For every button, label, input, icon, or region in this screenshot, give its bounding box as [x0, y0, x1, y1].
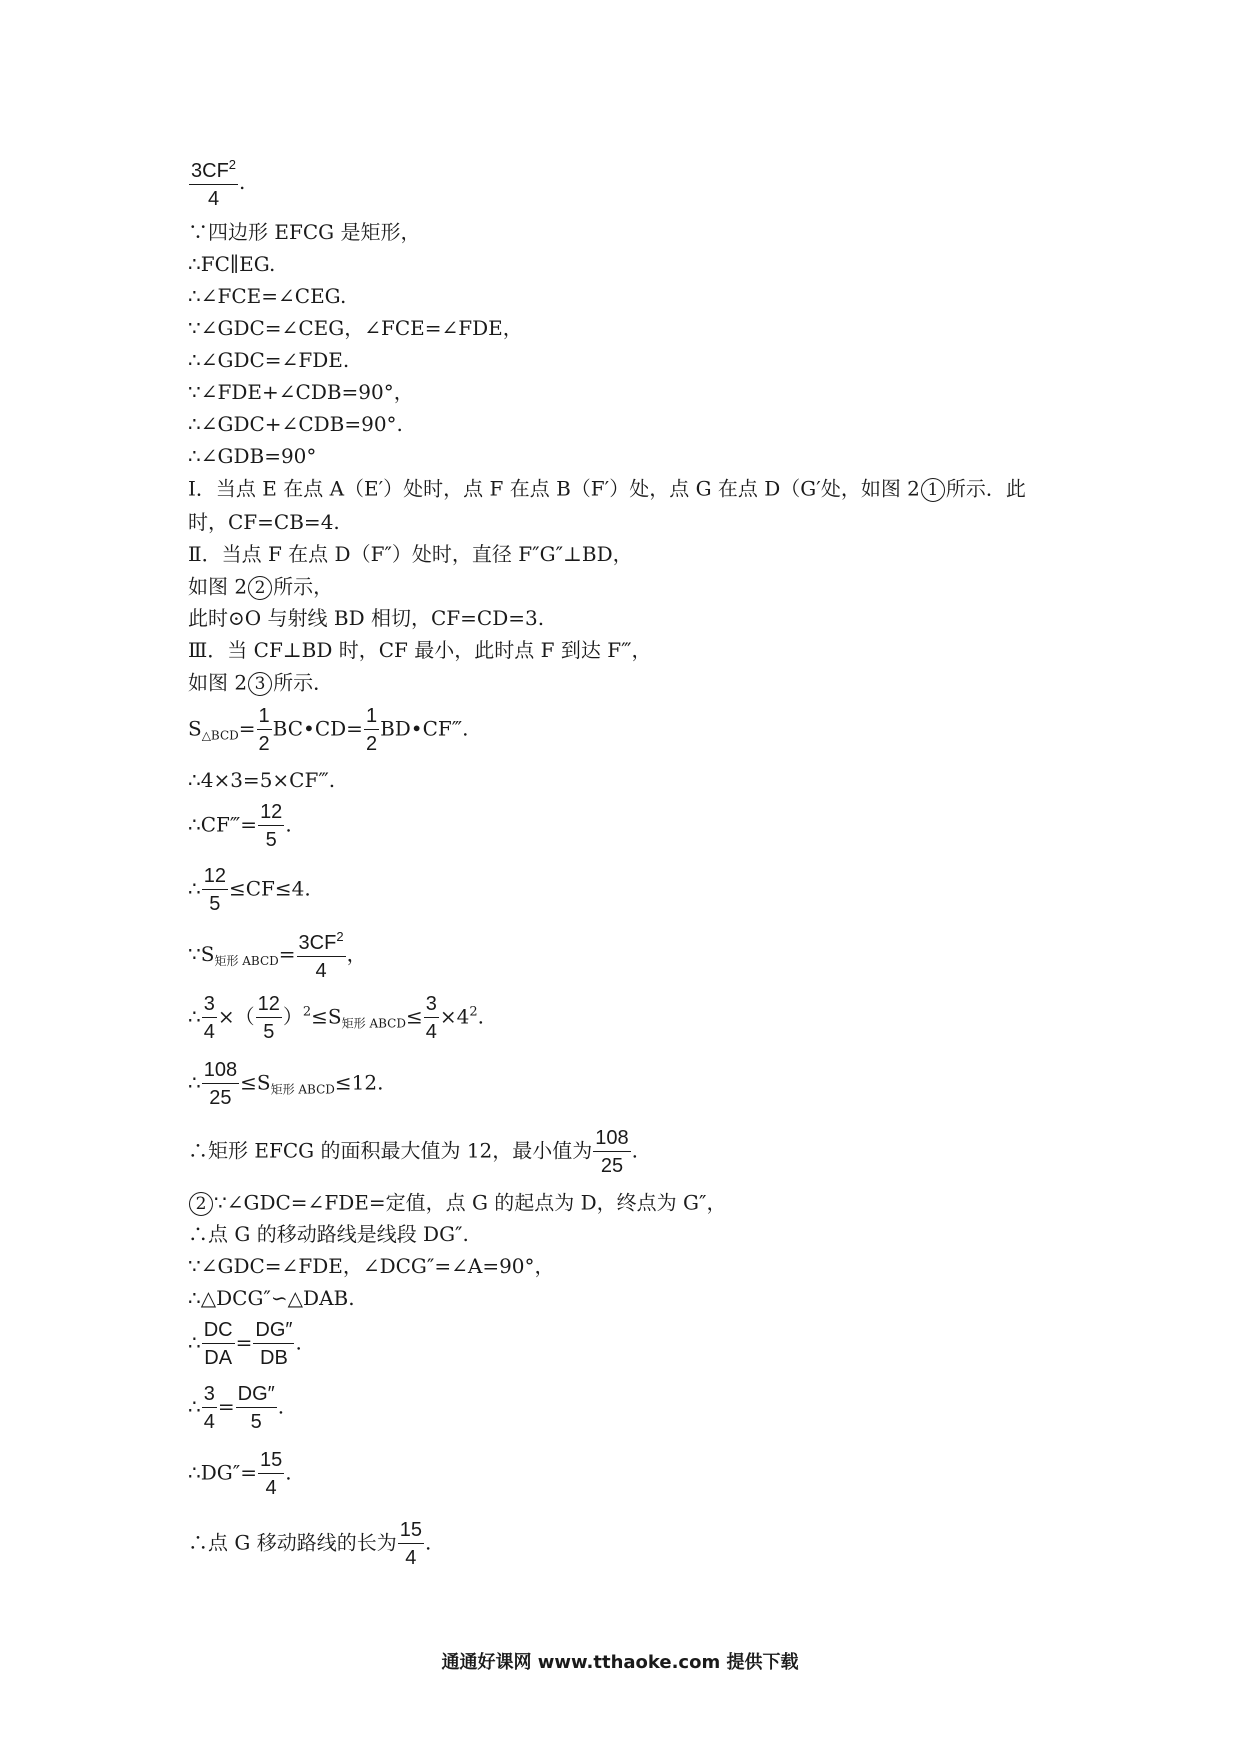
- fraction: [424, 994, 439, 1042]
- fraction: [202, 866, 228, 914]
- line-case-2: Ⅱ．当点 F 在点 D（F″）处时，直径 F″G″⊥BD，: [188, 542, 633, 566]
- numerator: 108: [593, 1128, 630, 1152]
- subscript: △BCD: [201, 728, 239, 743]
- numerator: 1: [364, 706, 379, 730]
- denominator: 5: [263, 1021, 275, 1043]
- text: BC•CD=: [272, 716, 363, 741]
- denominator: DB: [260, 1347, 288, 1369]
- numerator: 108: [202, 1060, 239, 1084]
- numerator: 3: [424, 994, 439, 1018]
- text: ∵S: [188, 942, 215, 966]
- text: 所示．此: [945, 476, 1026, 501]
- text: ∴DG″=: [188, 1460, 257, 1485]
- line-cf-value: [188, 802, 292, 850]
- line-text: ∴4×3=5×CF‴.: [188, 768, 336, 792]
- text: ，: [346, 942, 367, 966]
- subscript: 矩形 ABCD: [341, 1016, 406, 1031]
- line-text: 时，CF=CB=4.: [188, 510, 340, 534]
- line-cf-range: [188, 866, 311, 914]
- text: ≤: [405, 1004, 423, 1029]
- denominator: 2: [258, 733, 270, 755]
- text: 所示．: [273, 670, 334, 695]
- denominator: 4: [203, 1021, 215, 1043]
- subscript: 矩形 ABCD: [270, 1082, 335, 1097]
- fraction: [189, 158, 238, 209]
- line-figure-ref: [188, 672, 333, 696]
- numerator: 12: [256, 994, 282, 1018]
- text: .: [295, 1330, 302, 1355]
- denominator: DA: [204, 1347, 233, 1369]
- superscript: 2: [302, 1004, 312, 1020]
- circled-number: 3: [248, 672, 272, 696]
- fraction: [236, 1384, 277, 1432]
- numerator: DG″: [253, 1320, 294, 1344]
- line-case-1: [188, 478, 1026, 502]
- text: .: [631, 1138, 639, 1163]
- text: ∴: [188, 1004, 201, 1029]
- fraction: [297, 930, 346, 981]
- superscript: 2: [228, 157, 237, 172]
- fraction: [257, 706, 272, 754]
- line-conclusion-2: [188, 1520, 431, 1568]
- numerator: 1: [257, 706, 272, 730]
- text: 所示，: [273, 574, 334, 599]
- line-dg-value: [188, 1450, 292, 1498]
- numerator: 3: [202, 1384, 217, 1408]
- superscript: 2: [469, 1004, 478, 1020]
- text: ≤CF≤4.: [228, 876, 311, 901]
- denominator: 4: [265, 1477, 277, 1499]
- fraction: [202, 994, 217, 1042]
- fraction: [364, 706, 379, 754]
- line-ratio-values: [188, 1384, 284, 1432]
- line-part-2: [188, 1192, 726, 1216]
- text: .: [285, 812, 292, 837]
- fraction: [256, 994, 282, 1042]
- text: ≤S: [311, 1004, 342, 1029]
- line-text: ∴点 G 的移动路线是线段 DG″.: [188, 1222, 469, 1246]
- text: ×（: [217, 1004, 255, 1029]
- numerator: 3: [202, 994, 217, 1018]
- text: 如图 2: [188, 670, 248, 695]
- denominator: 5: [265, 829, 277, 851]
- text: ∴: [188, 1070, 201, 1095]
- text: ×4: [439, 1004, 470, 1029]
- denominator: 5: [209, 893, 221, 915]
- fraction: [258, 1450, 284, 1498]
- text: .: [424, 1530, 432, 1555]
- denominator: 4: [203, 1411, 215, 1433]
- line-conclusion-1: [188, 1128, 638, 1176]
- numerator: 12: [202, 866, 228, 890]
- fraction: [253, 1320, 294, 1368]
- text: =: [278, 942, 296, 966]
- line-text: ∴△DCG″∽△DAB.: [188, 1286, 355, 1310]
- line-ratio: [188, 1320, 302, 1368]
- line-area-bounds: [188, 1060, 383, 1108]
- line-text: ∵∠FDE+∠CDB=90°，: [188, 380, 414, 404]
- numerator: DG″: [236, 1384, 277, 1408]
- line-area-range: [188, 994, 484, 1042]
- text: =: [235, 1330, 253, 1355]
- fraction: [258, 802, 284, 850]
- line-area-formula: [188, 158, 245, 209]
- line-triangle-area: [188, 706, 469, 754]
- page-footer: 通通好课网 www.tthaoke.com 提供下载: [441, 1652, 799, 1673]
- denominator: 25: [209, 1087, 232, 1109]
- line-figure-ref: [188, 576, 333, 600]
- line-text: ∴∠FCE=∠CEG.: [188, 284, 347, 308]
- text: ∴: [188, 1394, 201, 1419]
- text: Ⅰ．当点 E 在点 A（E′）处时，点 F 在点 B（F′）处，点 G 在点 D（G′处，如图 2: [188, 476, 920, 501]
- subscript: 矩形 ABCD: [214, 954, 279, 968]
- text: ∵∠GDC=∠FDE=定值，点 G 的起点为 D，终点为 G″，: [214, 1190, 727, 1215]
- line-case-3: Ⅲ．当 CF⊥BD 时，CF 最小，此时点 F 到达 F‴，: [188, 638, 652, 662]
- text: .: [277, 1394, 285, 1419]
- denominator: 4: [425, 1021, 437, 1043]
- numerator: 3CF: [298, 932, 337, 954]
- punctuation: .: [239, 170, 246, 194]
- text: .: [285, 1460, 292, 1485]
- text: 如图 2: [188, 574, 248, 599]
- text: ∴点 G 移动路线的长为: [188, 1530, 397, 1555]
- circled-number: 2: [248, 576, 272, 600]
- fraction: [202, 1060, 239, 1108]
- text: =: [217, 1394, 235, 1419]
- superscript: 2: [336, 929, 344, 944]
- text: ≤S: [240, 1070, 271, 1095]
- text: S: [188, 716, 202, 741]
- fraction: [593, 1128, 630, 1176]
- line-text: ∴FC∥EG.: [188, 252, 276, 276]
- text: ∴CF‴=: [188, 812, 258, 837]
- text: ）: [282, 1004, 303, 1029]
- text: ∴: [188, 1330, 201, 1355]
- numerator: 15: [258, 1450, 284, 1474]
- numerator: 12: [258, 802, 284, 826]
- line-text: ∴∠GDB=90°: [188, 444, 317, 468]
- line-text: ∵四边形 EFCG 是矩形，: [188, 220, 421, 244]
- fraction: [202, 1384, 217, 1432]
- text: ∴矩形 EFCG 的面积最大值为 12，最小值为: [188, 1138, 593, 1163]
- denominator: 25: [600, 1155, 624, 1177]
- denominator: 2: [365, 733, 378, 755]
- line-text: ∴∠GDC=∠FDE.: [188, 348, 350, 372]
- fraction: [202, 1320, 235, 1368]
- denominator: 4: [405, 1547, 417, 1569]
- line-text: 此时⊙O 与射线 BD 相切，CF=CD=3.: [188, 606, 545, 630]
- line-text: ∴∠GDC+∠CDB=90°.: [188, 412, 403, 436]
- line-text: ∵∠GDC=∠FDE，∠DCG″=∠A=90°，: [188, 1254, 555, 1278]
- text: ≤12.: [334, 1070, 384, 1095]
- denominator: 4: [315, 960, 327, 982]
- text: ∴: [188, 876, 201, 901]
- text: .: [477, 1004, 484, 1029]
- line-rect-area: [188, 930, 367, 981]
- circled-number: 1: [921, 478, 945, 502]
- numerator: 3CF: [191, 160, 229, 182]
- circled-number: 2: [189, 1192, 213, 1216]
- text: =: [238, 716, 256, 741]
- line-text: ∵∠GDC=∠CEG，∠FCE=∠FDE，: [188, 316, 523, 340]
- denominator: 5: [250, 1411, 262, 1433]
- fraction: [398, 1520, 424, 1568]
- text: BD•CF‴.: [380, 716, 469, 741]
- numerator: 15: [398, 1520, 424, 1544]
- denominator: 4: [207, 188, 220, 210]
- numerator: DC: [202, 1320, 235, 1344]
